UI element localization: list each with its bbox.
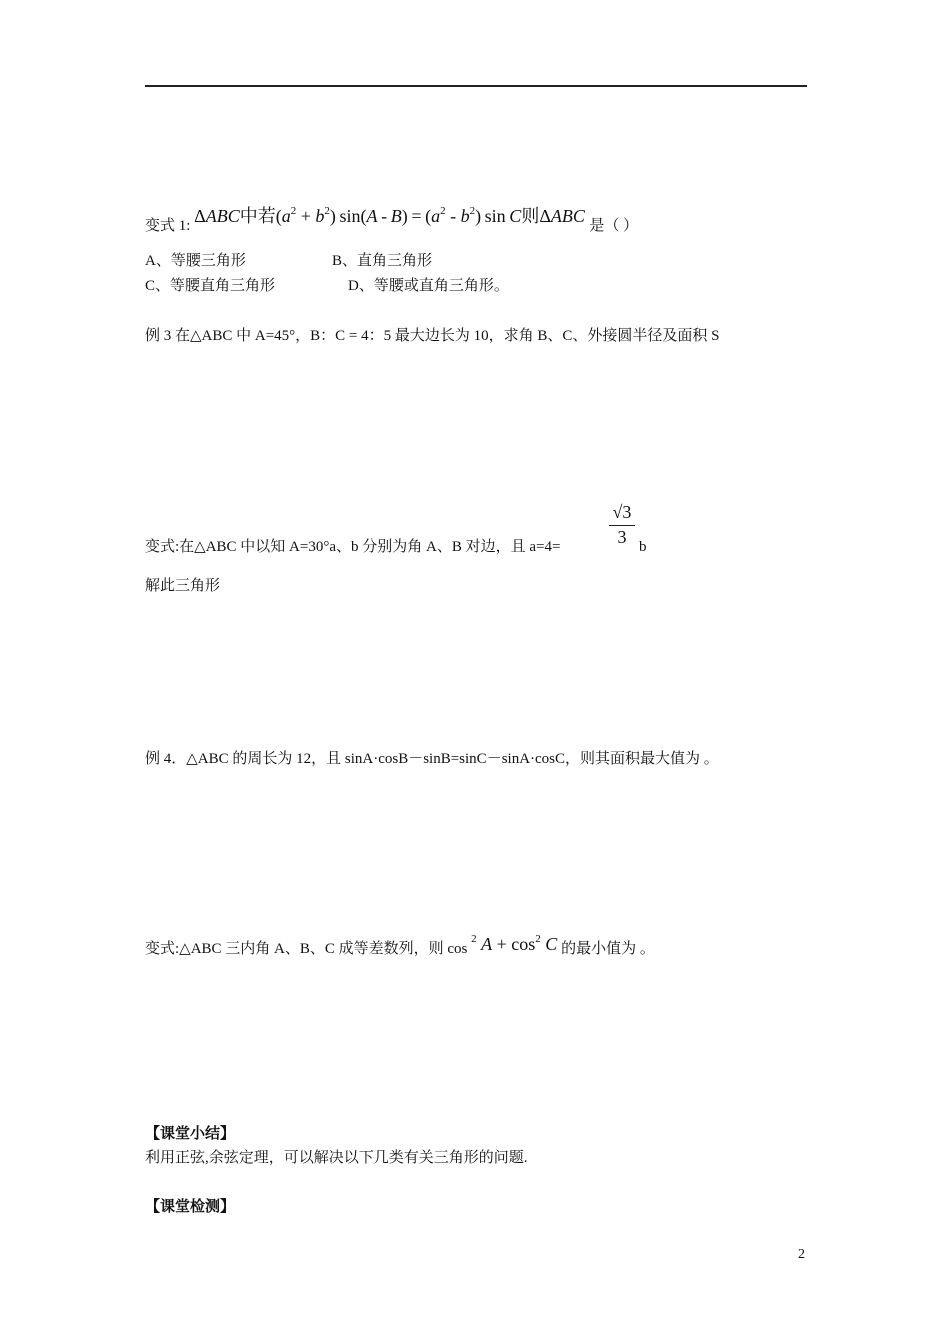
variant1-options-row2 <box>145 276 509 296</box>
option-b: B、直角三角形 <box>332 253 433 269</box>
option-c: C、等腰直角三角形 <box>145 278 276 294</box>
page-number: 2 <box>798 1247 805 1262</box>
variant1-tail: 是（ ） <box>589 218 639 234</box>
variant2-after: b <box>639 539 647 555</box>
example3: 例 3 在△ABC 中 A=45°，B：C = 4：5 最大边长为 10，求角 B、C、外接圆半径及面积 S <box>145 328 720 344</box>
variant3-formula: $^2$ $A + \cos^2 C$ <box>471 933 558 954</box>
variant1-options-row1 <box>145 251 433 271</box>
variant2-question <box>145 537 560 557</box>
option-a: A、等腰三角形 <box>145 253 246 269</box>
variant1-label: 变式 1: <box>145 218 191 234</box>
variant2-text: 变式:在△ABC 中以知 A=30°a、b 分别为角 A、B 对边，且 a=4= <box>145 539 561 555</box>
variant3-pre: 变式:△ABC 三内角 A、B、C 成等差数列，则 cos <box>145 941 468 957</box>
variant1-question <box>145 201 639 234</box>
summary-heading: 【课堂小结】 <box>145 1126 236 1142</box>
test-heading: 【课堂检测】 <box>145 1199 236 1215</box>
fraction-numerator: √3 <box>609 500 635 526</box>
variant1-formula: ΔABC中若$(a^2 + b^2)$ $\sin(A - B) = (a^2 - b^2)$ sin C则ΔABC <box>194 205 585 226</box>
variant3-post: 的最小值为 。 <box>561 941 655 957</box>
formula-ze: 则 <box>521 206 540 226</box>
fraction-denominator: 3 <box>617 527 627 547</box>
option-d: D、等腰或直角三角形。 <box>348 278 509 294</box>
sqrt3-over-3-fraction <box>609 500 635 548</box>
variant3-question <box>145 932 655 959</box>
summary-text: 利用正弦,余弦定理，可以解决以下几类有关三角形的问题. <box>145 1150 528 1166</box>
header-rule <box>145 85 807 87</box>
example4: 例 4．△ABC 的周长为 12，且 sinA·cosB－sinB=sinC－sinA·cosC，则其面积最大值为 。 <box>145 751 719 767</box>
formula-triangle: ΔABC <box>194 206 240 226</box>
formula-zhongruo: 中若 <box>239 206 276 226</box>
variant2-line2: 解此三角形 <box>145 578 221 594</box>
